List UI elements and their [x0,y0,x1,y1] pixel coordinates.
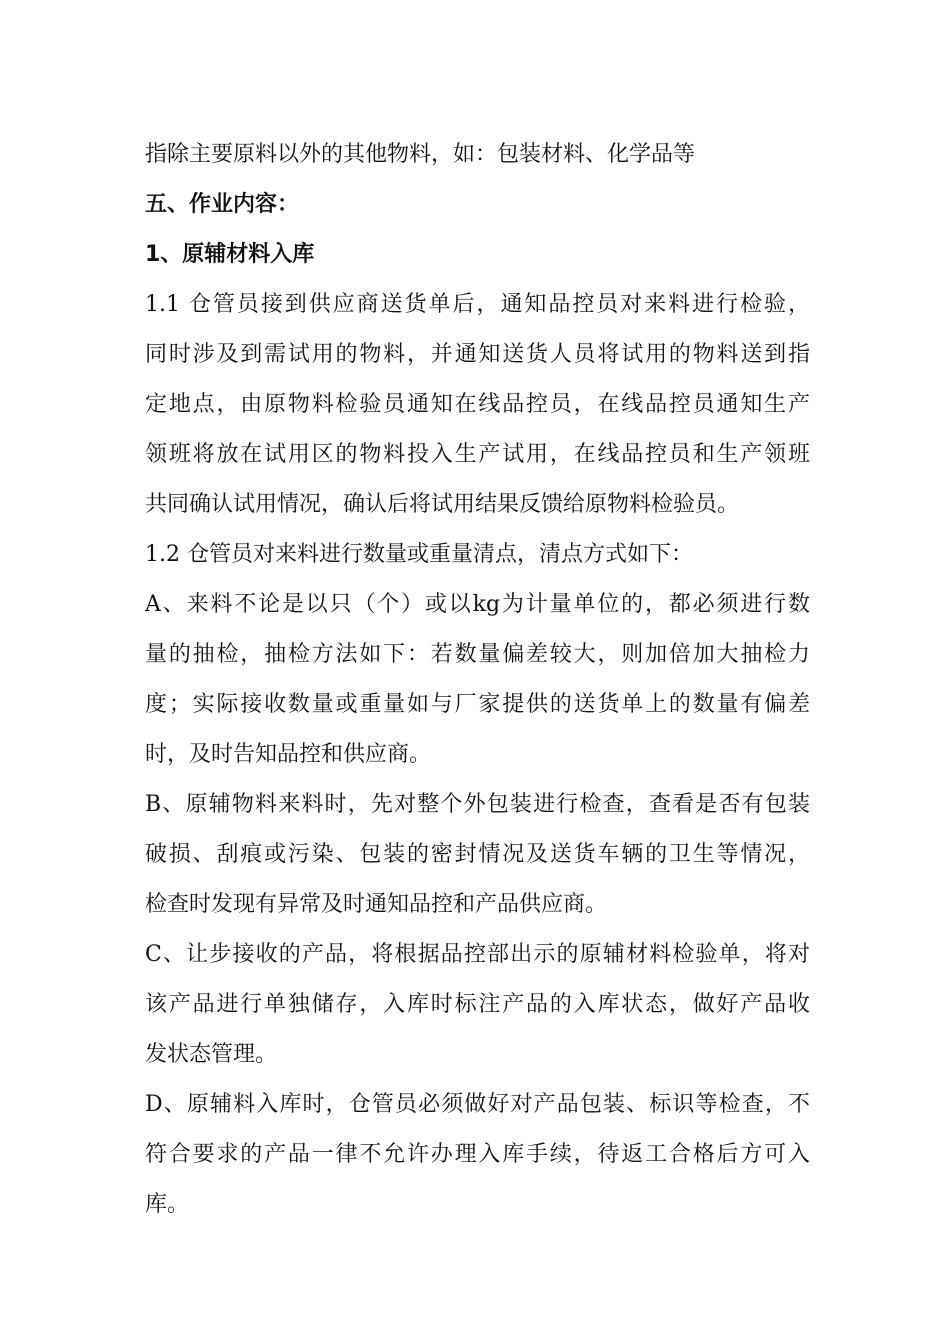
paragraph-line: 符合要求的产品一律不允许办理入库手续，待返工合格后方可入 [145,1142,810,1167]
paragraph-line: D、原辅料入库时，仓管员必须做好对产品包装、标识等检查，不 [145,1092,810,1117]
paragraph-line: 时，及时告知品控和供应商。 [145,742,432,767]
section-heading: 五、作业内容： [145,192,300,217]
paragraph-line: 量的抽检，抽检方法如下：若数量偏差较大，则加倍加大抽检力 [145,642,810,667]
paragraph-line: 库。 [145,1192,190,1217]
paragraph-line: 度；实际接收数量或重量如与厂家提供的送货单上的数量有偏差 [145,692,810,717]
paragraph-line: 1.1 仓管员接到供应商送货单后，通知品控员对来料进行检验， [145,292,810,317]
document-body [145,130,810,1230]
paragraph-line: B、原辅物料来料时，先对整个外包装进行检查，查看是否有包装 [145,792,810,817]
paragraph-line: 指除主要原料以外的其他物料，如：包装材料、化学品等 [145,142,696,167]
paragraph-line: 1.2 仓管员对来料进行数量或重量清点，清点方式如下： [145,542,693,567]
paragraph-line: 破损、刮痕或污染、包装的密封情况及送货车辆的卫生等情况， [145,842,810,867]
paragraph-line: 领班将放在试用区的物料投入生产试用，在线品控员和生产领班 [145,442,810,467]
paragraph-line: 同时涉及到需试用的物料，并通知送货人员将试用的物料送到指 [145,342,810,367]
paragraph-line: 检查时发现有异常及时通知品控和产品供应商。 [145,892,608,917]
subsection-heading: 1、原辅材料入库 [145,242,315,267]
paragraph-line: 定地点，由原物料检验员通知在线品控员，在线品控员通知生产 [145,392,810,417]
paragraph-line: 该产品进行单独储存，入库时标注产品的入库状态，做好产品收 [145,992,810,1017]
paragraph-line: 发状态管理。 [145,1042,278,1067]
paragraph-line: 共同确认试用情况，确认后将试用结果反馈给原物料检验员。 [145,492,740,517]
paragraph-line: A、来料不论是以只（个）或以kg为计量单位的，都必须进行数 [145,592,810,617]
paragraph-line: C、让步接收的产品，将根据品控部出示的原辅材料检验单，将对 [145,942,810,967]
